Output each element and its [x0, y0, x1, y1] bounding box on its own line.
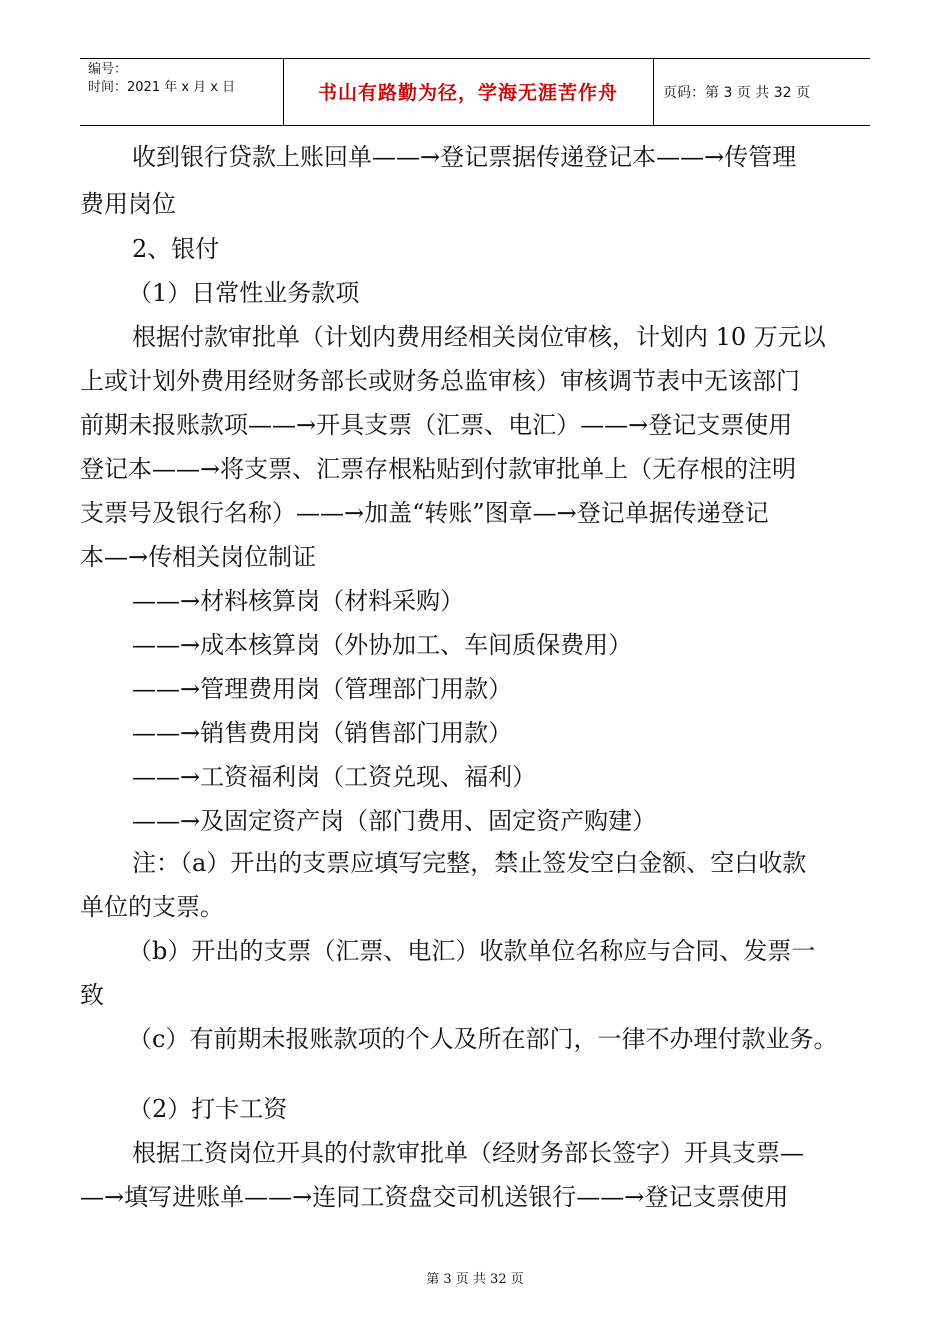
page-footer: 第 3 页 共 32 页: [426, 1272, 524, 1287]
subsection-heading: （2）打卡工资: [128, 1095, 288, 1123]
paragraph-line: 收到银行贷款上账回单——→登记票据传递登记本——→传管理: [132, 143, 797, 171]
note-line: 单位的支票。: [80, 893, 224, 921]
paragraph-line: 根据付款审批单（计划内费用经相关岗位审核，计划内 10 万元以: [132, 323, 826, 351]
flow-item: ——→销售费用岗（销售部门用款）: [132, 719, 513, 747]
flow-item: ——→及固定资产岗（部门费用、固定资产购建）: [132, 807, 657, 835]
paragraph-line: 前期未报账款项——→开具支票（汇票、电汇）——→登记支票使用: [80, 411, 793, 439]
header-page-info: 页码：第 3 页 共 32 页: [663, 85, 810, 101]
note-line: （b）开出的支票（汇票、电汇）收款单位名称应与合同、发票一: [128, 937, 816, 965]
paragraph-line: 支票号及银行名称）——→加盖“转账”图章—→登记单据传递登记: [80, 499, 769, 527]
paragraph-line: —→填写进账单——→连同工资盘交司机送银行——→登记支票使用: [80, 1183, 789, 1211]
paragraph-line: 上或计划外费用经财务部长或财务总监审核）审核调节表中无该部门: [80, 367, 800, 395]
page-header: [80, 58, 870, 126]
header-divider: [653, 59, 654, 125]
flow-item: ——→管理费用岗（管理部门用款）: [132, 675, 513, 703]
paragraph-line: 登记本——→将支票、汇票存根粘贴到付款审批单上（无存根的注明: [80, 455, 797, 483]
flow-item: ——→成本核算岗（外协加工、车间质保费用）: [132, 631, 633, 659]
document-date-label: 时间：2021 年 x 月 x 日: [88, 80, 236, 95]
paragraph-line: 本—→传相关岗位制证: [80, 543, 317, 571]
section-heading: 2、银付: [132, 235, 220, 263]
note-line: （c）有前期未报账款项的个人及所在部门，一律不办理付款业务。: [128, 1025, 838, 1053]
paragraph-line: 根据工资岗位开具的付款审批单（经财务部长签字）开具支票—: [132, 1139, 804, 1167]
header-meta: [88, 61, 288, 97]
flow-item: ——→工资福利岗（工资兑现、福利）: [132, 763, 537, 791]
flow-item: ——→材料核算岗（材料采购）: [132, 587, 465, 615]
paragraph-line: 费用岗位: [80, 190, 176, 218]
note-line: 致: [80, 981, 104, 1009]
note-line: 注：（a）开出的支票应填写完整，禁止签发空白金额、空白收款: [132, 849, 807, 877]
header-motto: 书山有路勤为径，学海无涯苦作舟: [317, 82, 618, 104]
subsection-heading: （1）日常性业务款项: [128, 279, 360, 307]
document-number-label: 编号：: [88, 62, 128, 77]
